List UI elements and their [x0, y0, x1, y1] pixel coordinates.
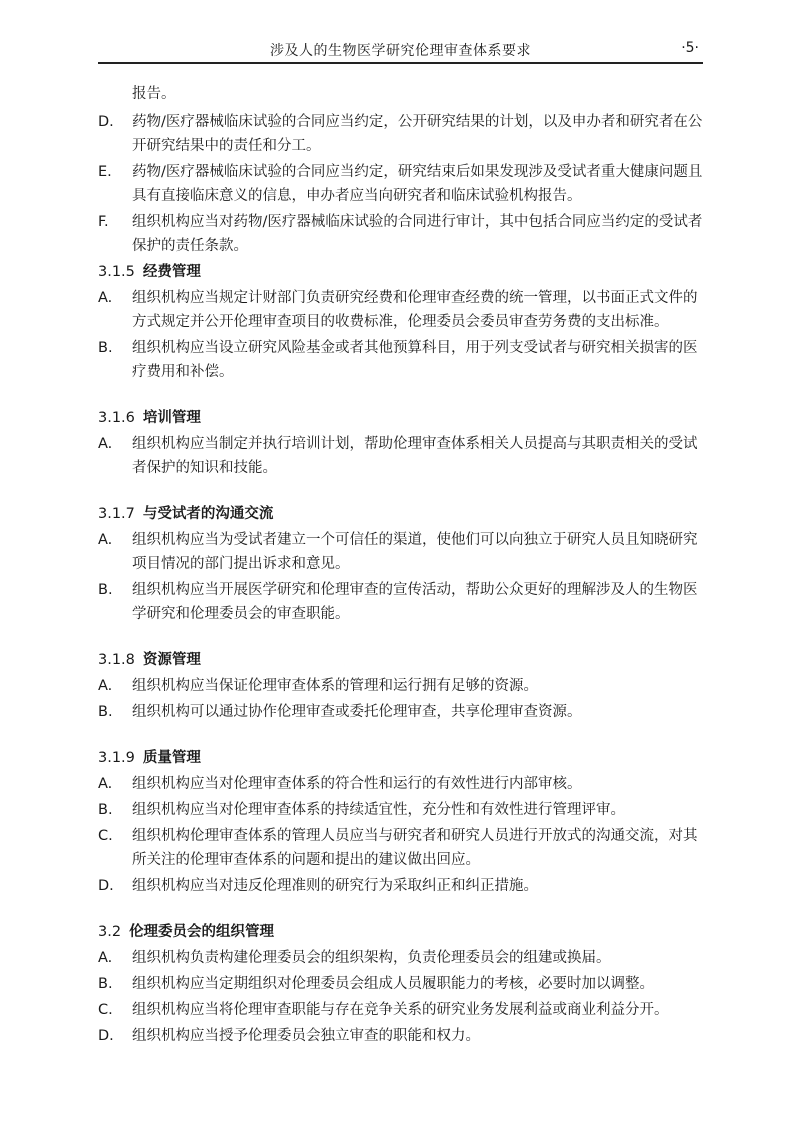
item-letter: D. [98, 878, 114, 894]
section-heading [98, 746, 708, 770]
list-item [98, 674, 708, 698]
list-item [98, 286, 708, 334]
list-item [98, 528, 708, 576]
item-letter: E. [98, 164, 112, 180]
section-number: 3.1.5 [98, 264, 135, 280]
item-text: 组织机构伦理审查体系的管理人员应当与研究者和研究人员进行开放式的沟通交流，对其所关注的伦理审查体系的问题和提出的建议做出回应。 [132, 828, 698, 868]
section [98, 406, 708, 480]
item-text: 组织机构应当保证伦理审查体系的管理和运行拥有足够的资源。 [132, 678, 538, 694]
list-item [98, 110, 708, 158]
section [98, 648, 708, 724]
item-letter: D. [98, 114, 114, 130]
item-letter: A. [98, 436, 113, 452]
page-header [98, 38, 703, 64]
item-letter: C. [98, 1002, 113, 1018]
item-text: 组织机构应当授予伦理委员会独立审查的职能和权力。 [132, 1028, 480, 1044]
section-heading [98, 406, 708, 430]
list-item [98, 210, 708, 258]
item-text: 组织机构应当开展医学研究和伦理审查的宣传活动，帮助公众更好的理解涉及人的生物医学研究和伦理委员会的审查职能。 [132, 582, 698, 622]
section-number: 3.1.9 [98, 750, 135, 766]
section-heading [98, 920, 708, 944]
item-letter: B. [98, 582, 113, 598]
section [98, 746, 708, 898]
item-letter: A. [98, 776, 113, 792]
list-item [98, 972, 708, 996]
section-number: 3.2 [98, 924, 122, 940]
item-text: 组织机构应当为受试者建立一个可信任的渠道，使他们可以向独立于研究人员且知晓研究项目情况的部门提出诉求和意见。 [132, 532, 698, 572]
pre-items-list [98, 110, 708, 258]
item-letter: B. [98, 976, 113, 992]
item-letter: B. [98, 802, 113, 818]
item-text: 药物/医疗器械临床试验的合同应当约定，研究结束后如果发现涉及受试者重大健康问题且具有直接临床意义的信息，申办者应当向研究者和临床试验机构报告。 [132, 164, 703, 204]
section [98, 920, 708, 1048]
section-heading [98, 260, 708, 284]
item-text: 组织机构可以通过协作伦理审查或委托伦理审查，共享伦理审查资源。 [132, 704, 582, 720]
section-heading [98, 502, 708, 526]
list-item [98, 874, 708, 898]
item-letter: A. [98, 290, 113, 306]
item-text: 组织机构应当规定计财部门负责研究经费和伦理审查经费的统一管理，以书面正式文件的方式规定并公开伦理审查项目的收费标准，伦理委员会委员审查劳务费的支出标准。 [132, 290, 698, 330]
header-title: 涉及人的生物医学研究伦理审查体系要求 [270, 43, 531, 59]
item-letter: B. [98, 340, 113, 356]
section-number: 3.1.8 [98, 652, 135, 668]
item-text: 组织机构应当对伦理审查体系的持续适宜性，充分性和有效性进行管理评审。 [132, 802, 625, 818]
item-text: 组织机构应当对伦理审查体系的符合性和运行的有效性进行内部审核。 [132, 776, 582, 792]
list-item [98, 798, 708, 822]
item-text: 组织机构负责构建伦理委员会的组织架构，负责伦理委员会的组建或换届。 [132, 950, 611, 966]
list-item [98, 772, 708, 796]
section [98, 502, 708, 626]
item-letter: D. [98, 1028, 114, 1044]
item-letter: A. [98, 532, 113, 548]
section-title: 培训管理 [142, 410, 201, 426]
section-title: 质量管理 [142, 750, 201, 766]
item-letter: F. [98, 214, 109, 230]
section-title: 经费管理 [142, 264, 201, 280]
item-text: 组织机构应当将伦理审查职能与存在竞争关系的研究业务发展利益或商业利益分开。 [132, 1002, 669, 1018]
section-number: 3.1.7 [98, 506, 135, 522]
list-item [98, 1024, 708, 1048]
item-text: 组织机构应当设立研究风险基金或者其他预算科目，用于列支受试者与研究相关损害的医疗费用和补偿。 [132, 340, 698, 380]
section [98, 260, 708, 384]
section-title: 与受试者的沟通交流 [142, 506, 274, 522]
list-item [98, 998, 708, 1022]
list-item [98, 824, 708, 872]
item-text: 药物/医疗器械临床试验的合同应当约定，公开研究结果的计划，以及申办者和研究者在公开研究结果中的责任和分工。 [132, 114, 703, 154]
list-item [98, 578, 708, 626]
section-title: 资源管理 [142, 652, 201, 668]
item-letter: A. [98, 950, 113, 966]
continuation-text: 报告。 [132, 86, 176, 102]
page-number: ·5· [681, 40, 699, 56]
item-text: 组织机构应当制定并执行培训计划，帮助伦理审查体系相关人员提高与其职责相关的受试者保护的知识和技能。 [132, 436, 698, 476]
section-title: 伦理委员会的组织管理 [129, 924, 275, 940]
item-letter: B. [98, 704, 113, 720]
sections-container [98, 260, 708, 1048]
document-body [98, 82, 708, 1050]
list-item [98, 336, 708, 384]
list-item [98, 160, 708, 208]
list-item [98, 700, 708, 724]
list-item [98, 432, 708, 480]
item-letter: A. [98, 678, 113, 694]
item-text: 组织机构应当对违反伦理准则的研究行为采取纠正和纠正措施。 [132, 878, 538, 894]
item-text: 组织机构应当对药物/医疗器械临床试验的合同进行审计，其中包括合同应当约定的受试者保护的责任条款。 [132, 214, 703, 254]
section-heading [98, 648, 708, 672]
section-number: 3.1.6 [98, 410, 135, 426]
item-text: 组织机构应当定期组织对伦理委员会组成人员履职能力的考核，必要时加以调整。 [132, 976, 654, 992]
item-letter: C. [98, 828, 113, 844]
list-item [98, 946, 708, 970]
